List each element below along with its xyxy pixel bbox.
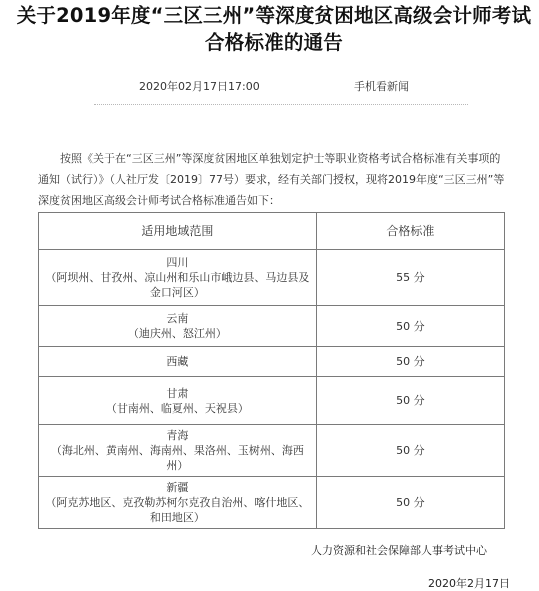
region-name: 四川 [166,256,189,269]
region-cell [39,250,317,306]
score-cell: 50 分 [316,306,504,347]
header-region: 适用地域范围 [39,213,317,250]
table-row [39,347,505,377]
score-cell: 50 分 [316,347,504,377]
region-cell [39,347,317,377]
region-name: 青海 [166,429,189,442]
header-score: 合格标准 [316,213,504,250]
region-name: 云南 [166,312,189,325]
region-detail: （海北州、黄南州、海南州、果洛州、玉树州、海西州） [50,444,304,472]
score-cell: 50 分 [316,377,504,425]
region-name: 甘肃 [166,386,189,400]
issue-date: 2020年2月17日 [428,577,510,590]
region-detail: （迪庆州、怒江州） [127,327,227,340]
divider [94,104,468,105]
table-row [39,377,505,425]
region-detail: （阿克苏地区、克孜勒苏柯尔克孜自治州、喀什地区、和田地区） [45,496,310,524]
article-title: 关于2019年度“三区三州”等深度贫困地区高级会计师考试合格标准的通告 [16,4,532,54]
region-detail: （阿坝州、甘孜州、凉山州和乐山市峨边县、马边县及金口河区） [45,271,310,299]
standards-table [38,212,505,529]
score-cell: 55 分 [316,250,504,306]
table-header-row [39,213,505,250]
mobile-news-link[interactable]: 手机看新闻 [354,80,409,93]
table-row [39,477,505,529]
publish-date: 2020年02月17日17:00 [139,80,260,93]
score-cell: 50 分 [316,425,504,477]
region-detail: （甘南州、临夏州、天祝县） [105,401,249,415]
region-cell [39,377,317,425]
table-row [39,250,505,306]
region-cell [39,425,317,477]
region-name: 西藏 [166,355,189,368]
region-cell [39,477,317,529]
score-cell: 50 分 [316,477,504,529]
intro-paragraph: 按照《关于在“三区三州”等深度贫困地区单独划定护士等职业资格考试合格标准有关事项的通知（试行）》（人社厅发〔2019〕77号）要求，经有关部门授权，现将2019年度“三区三州”等深度贫困地区高级会计师考试合格标准通告如下： [38,152,505,207]
table-row [39,425,505,477]
issuing-organization: 人力资源和社会保障部人事考试中心 [311,544,487,557]
region-cell [39,306,317,347]
region-name: 新疆 [166,481,189,494]
table-row [39,306,505,347]
